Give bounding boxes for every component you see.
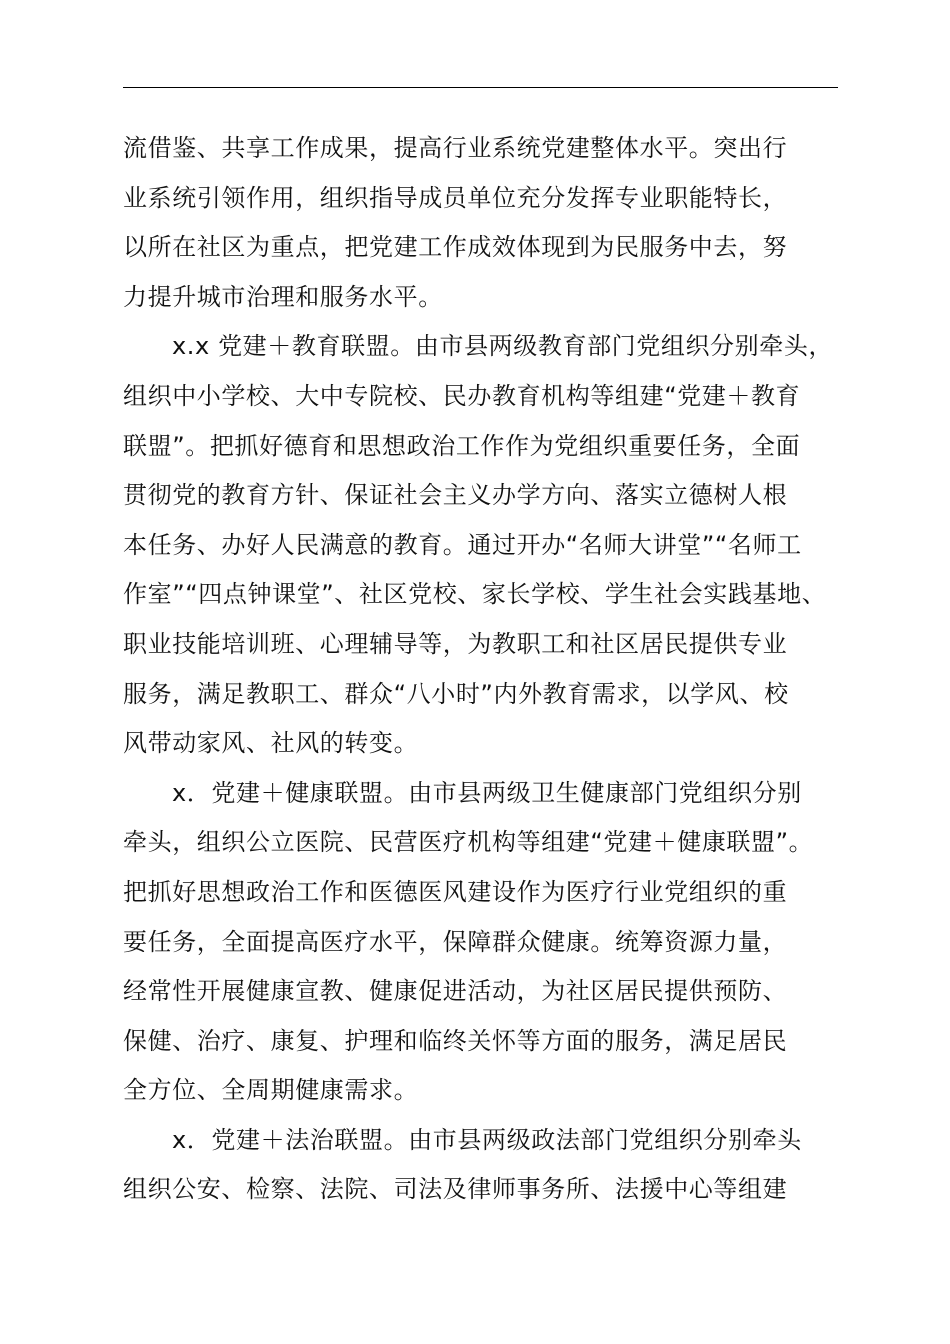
text-line: 经常性开展健康宣教、健康促进活动，为社区居民提供预防、	[123, 977, 788, 1006]
text-line: 业系统引领作用，组织指导成员单位充分发挥专业职能特长，	[123, 183, 788, 212]
text-line: 作室”“四点钟课堂”、社区党校、家长学校、学生社会实践基地、	[123, 580, 827, 609]
text-line: 力提升城市治理和服务水平。	[123, 282, 443, 311]
text-line: 职业技能培训班、心理辅导等，为教职工和社区居民提供专业	[123, 629, 788, 658]
text-line: 本任务、办好人民满意的教育。通过开办“名师大讲堂”“名师工	[123, 530, 802, 559]
text-line: 保健、治疗、康复、护理和临终关怀等方面的服务，满足居民	[123, 1026, 788, 1055]
header-rule	[123, 87, 838, 88]
text-line: 牵头，组织公立医院、民营医疗机构等组建“党建＋健康联盟”。	[123, 828, 814, 857]
document-body	[123, 124, 863, 1215]
paragraph-heading-rule-of-law: x．党建＋法治联盟。由市县两级政法部门党组织分别牵头	[172, 1125, 802, 1154]
text-line: 流借鉴、共享工作成果，提高行业系统党建整体水平。突出行	[123, 134, 788, 162]
text-line: 服务，满足教职工、群众“八小时”内外教育需求，以学风、校	[123, 679, 789, 708]
text-line: 联盟”。把抓好德育和思想政治工作作为党组织重要任务，全面	[123, 431, 801, 460]
paragraph-heading-health: x．党建＋健康联盟。由市县两级卫生健康部门党组织分别	[172, 778, 802, 807]
text-line: 要任务，全面提高医疗水平，保障群众健康。统筹资源力量，	[123, 927, 788, 956]
text-line: 组织中小学校、大中专院校、民办教育机构等组建“党建＋教育	[123, 381, 801, 410]
text-line: 把抓好思想政治工作和医德医风建设作为医疗行业党组织的重	[123, 877, 788, 906]
text-line: 风带动家风、社风的转变。	[123, 729, 419, 758]
text-line: 全方位、全周期健康需求。	[123, 1076, 419, 1105]
text-line: 组织公安、检察、法院、司法及律师事务所、法援中心等组建	[123, 1175, 788, 1204]
text-line: 贯彻党的教育方针、保证社会主义办学方向、落实立德树人根	[123, 481, 788, 510]
text-line: 以所在社区为重点，把党建工作成效体现到为民服务中去，努	[123, 233, 788, 262]
paragraph-heading-education: x.x 党建＋教育联盟。由市县两级教育部门党组织分别牵头，	[172, 332, 834, 361]
